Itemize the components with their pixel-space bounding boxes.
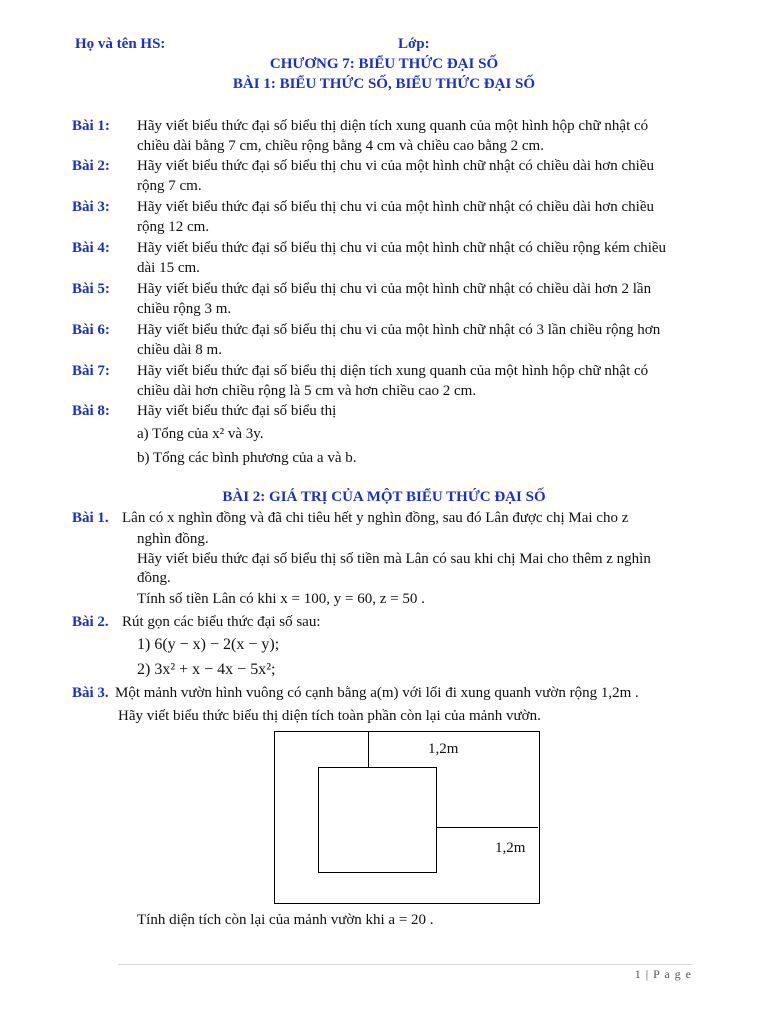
item-text: Hãy viết biểu thức đại số biểu thị diện tích xung quanh của một hình hộp chữ nhật có	[137, 363, 649, 379]
item-text: Hãy viết biểu thức đại số biểu thị chu vi của một hình chữ nhật có chiều dài hơn chiều	[137, 199, 654, 215]
item-label: Bài 5:	[72, 281, 110, 297]
item-text: Hãy viết biểu thức đại số biểu thị diện tích xung quanh của một hình hộp chữ nhật có	[137, 118, 649, 134]
expression: 1) 6(y − x) − 2(x − y);	[137, 636, 280, 653]
item-label: Bài 6:	[72, 322, 110, 338]
problem-label: Bài 2.	[72, 614, 109, 630]
item-text: chiều dài 8 m.	[137, 342, 222, 358]
problem-text: Lân có x nghìn đồng và đã chi tiêu hết y nghìn đồng, sau đó Lân được chị Mai cho z	[122, 510, 629, 526]
item-text: dài 15 cm.	[137, 260, 200, 276]
problem-text: Hãy viết biểu thức biểu thị diện tích toàn phần còn lại của mảnh vườn.	[118, 708, 541, 724]
path-width-label-top: 1,2m	[428, 741, 459, 757]
student-name-label: Họ và tên HS:	[75, 36, 166, 52]
problem-text: Một mảnh vườn hình vuông có cạnh bằng a(m) với lối đi xung quanh vườn rộng 1,2m .	[115, 685, 639, 701]
item-text: rộng 12 cm.	[137, 219, 210, 235]
item-text: Hãy viết biểu thức đại số biểu thị chu vi của một hình chữ nhật có chiều rộng kém chiều	[137, 240, 667, 256]
lesson1-title: BÀI 1: BIỂU THỨC SỐ, BIỂU THỨC ĐẠI SỐ	[232, 76, 536, 92]
item-label: Bài 7:	[72, 363, 110, 379]
lesson2-title: BÀI 2: GIÁ TRỊ CỦA MỘT BIỂU THỨC ĐẠI SỐ	[222, 489, 546, 505]
problem-text: Hãy viết biểu thức đại số biểu thị số tiền mà Lân có sau khi chị Mai cho thêm z nghìn	[137, 551, 651, 567]
item-text: rộng 7 cm.	[137, 178, 202, 194]
item-subpart: b) Tổng các bình phương của a và b.	[137, 450, 357, 466]
page-number: 1 | P a g e	[634, 967, 692, 981]
problem-label: Bài 3.	[72, 685, 109, 701]
problem-text: Tính diện tích còn lại của mảnh vườn khi a = 20 .	[137, 912, 434, 928]
item-label: Bài 4:	[72, 240, 110, 256]
item-text: chiều dài hơn chiều rộng là 5 cm và hơn chiều cao 2 cm.	[137, 383, 477, 399]
problem-text: Rút gọn các biểu thức đại số sau:	[122, 614, 321, 630]
path-width-marker-right	[436, 827, 538, 828]
item-label: Bài 8:	[72, 403, 110, 419]
item-text: chiều rộng 3 m.	[137, 301, 232, 317]
problem-text: đồng.	[137, 570, 171, 586]
path-width-marker-top	[368, 731, 369, 767]
class-label: Lớp:	[398, 36, 430, 52]
garden-inner-square	[318, 767, 437, 873]
footer-divider	[118, 964, 693, 965]
item-text: Hãy viết biểu thức đại số biểu thị chu vi của một hình chữ nhật có chiều dài hơn chiều	[137, 158, 654, 174]
chapter-title: CHƯƠNG 7: BIỂU THỨC ĐẠI SỐ	[269, 56, 499, 72]
item-subpart: a) Tổng của x² và 3y.	[137, 426, 264, 442]
item-label: Bài 1:	[72, 118, 110, 134]
item-label: Bài 3:	[72, 199, 110, 215]
problem-text: Tính số tiền Lân có khi x = 100, y = 60, z = 50 .	[137, 591, 425, 607]
expression: 2) 3x² + x − 4x − 5x²;	[137, 661, 276, 678]
item-text: Hãy viết biểu thức đại số biểu thị chu vi của một hình chữ nhật có 3 lần chiều rộng hơn	[137, 322, 661, 338]
item-text: Hãy viết biểu thức đại số biểu thị	[137, 403, 337, 419]
item-label: Bài 2:	[72, 158, 110, 174]
item-text: chiều dài bằng 7 cm, chiều rộng bằng 4 cm và chiều cao bằng 2 cm.	[137, 138, 544, 154]
path-width-label-right: 1,2m	[495, 840, 526, 856]
problem-text: nghìn đồng.	[137, 531, 209, 547]
item-text: Hãy viết biểu thức đại số biểu thị chu vi của một hình chữ nhật có chiều dài hơn 2 lần	[137, 281, 652, 297]
problem-label: Bài 1.	[72, 510, 109, 526]
